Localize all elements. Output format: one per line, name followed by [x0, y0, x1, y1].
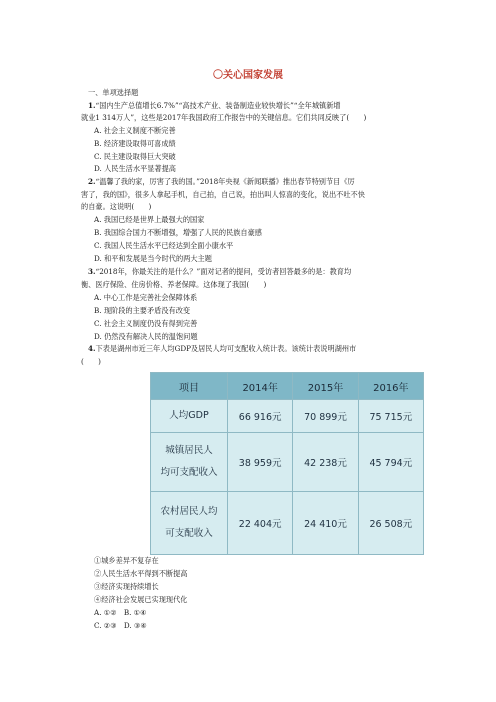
table-row: [151, 433, 424, 492]
table-cell: 24 410元: [293, 492, 358, 555]
statistics-table: [150, 372, 424, 555]
table-row: [151, 400, 424, 433]
question-text: “2018年，你最关注的是什么？”面对记者的提问，受访者回答最多的是：教育均: [95, 267, 352, 276]
question-1-line-2: 就业1 314万人”，这些是2017年我国政府工作报告中的关键信息。它们共同反映了( ): [81, 113, 367, 122]
q1-option-d: D. 人民生活水平显著提高: [94, 164, 176, 173]
table-cell: 26 508元: [358, 492, 423, 555]
question-4-line-1: [88, 344, 356, 354]
q4-statement-2: ②人民生活水平得到不断提高: [94, 569, 188, 578]
table-row: [151, 492, 424, 555]
table-cell: 45 794元: [358, 433, 423, 492]
row-label-line: 人均GDP: [169, 410, 209, 421]
question-3-line-1: [88, 267, 351, 277]
q1-option-c: C. 民主建设取得巨大突破: [94, 152, 176, 161]
q1-option-a: A. 社会主义制度不断完善: [94, 126, 176, 135]
table-header-row: [151, 373, 424, 400]
table-cell: 38 959元: [228, 433, 293, 492]
question-text: “国内生产总值增长6.7%”“高技术产业、装备制造业较快增长”“全年城镇新增: [95, 101, 341, 110]
question-2-line-2: 害了，我的国》，很多人拿起手机，自己拍，自己说，拍出叫人惊喜的变化，说出不吐不快: [81, 190, 365, 199]
q3-option-c: C. 社会主义制度仍没有得到完善: [94, 319, 198, 328]
q3-option-a: A. 中心工作是完善社会保障体系: [94, 293, 198, 302]
page-title: 〇关心国家发展: [213, 70, 283, 81]
question-number: 4.: [88, 344, 96, 353]
q2-option-a: A. 我国已经是世界上最强大的国家: [94, 215, 205, 224]
row-label: [151, 400, 228, 433]
q4-statement-1: ①城乡差异不复存在: [94, 556, 159, 565]
section-heading: 一、单项选择题: [88, 88, 139, 97]
q4-options-row-1: A. ①② B. ①④: [94, 608, 147, 617]
row-label-line: 均可支配收入: [160, 467, 218, 478]
question-3-line-2: 衡、医疗保险、住房价格、养老保障。这体现了我国( ): [81, 280, 267, 289]
row-label: [151, 492, 228, 555]
table-cell: 75 715元: [358, 400, 423, 433]
question-2-line-3: 的自豪。这说明( ): [81, 202, 152, 211]
table-cell: 66 916元: [228, 400, 293, 433]
row-label-line: 可支配收入: [165, 528, 213, 539]
table-header-cell: 2014年: [228, 373, 293, 400]
table-header-cell: 项目: [151, 373, 228, 400]
q1-option-b: B. 经济建设取得可喜成绩: [94, 139, 176, 148]
q2-option-d: D. 和平和发展是当今时代的两大主题: [94, 254, 212, 263]
q2-option-b: B. 我国综合国力不断增强，增强了人民的民族自豪感: [94, 228, 262, 237]
row-label-line: 农村居民人均: [160, 506, 218, 517]
row-label-line: 城镇居民人: [165, 445, 213, 456]
table-header-cell: 2016年: [358, 373, 423, 400]
q3-option-b: B. 现阶段的主要矛盾没有改变: [94, 306, 191, 315]
table-cell: 42 238元: [293, 433, 358, 492]
question-text: “温馨了我的家，厉害了我的国。”2018年央视《新闻联播》推出春节特别节目《厉: [95, 177, 355, 186]
table-cell: 22 404元: [228, 492, 293, 555]
question-1-line-1: [88, 101, 341, 111]
q3-option-d: D. 仍然没有解决人民的温饱问题: [94, 332, 198, 341]
question-2-line-1: [88, 177, 355, 187]
q4-statement-3: ③经济实现持续增长: [94, 582, 159, 591]
question-number: 3.: [88, 267, 96, 276]
table-header-cell: 2015年: [293, 373, 358, 400]
q4-statement-4: ④经济社会发展已实现现代化: [94, 595, 188, 604]
row-label: [151, 433, 228, 492]
question-text: 下表是湖州市近三年人均GDP及居民人均可支配收入统计表。该统计表说明湖州市: [95, 344, 357, 353]
question-number: 1.: [88, 101, 96, 110]
question-4-line-2: ( ): [81, 357, 101, 366]
table-cell: 70 899元: [293, 400, 358, 433]
question-number: 2.: [88, 177, 96, 186]
q4-options-row-2: C. ②③ D. ③④: [94, 621, 147, 630]
q2-option-c: C. 我国人民生活水平已经达到全面小康水平: [94, 241, 234, 250]
